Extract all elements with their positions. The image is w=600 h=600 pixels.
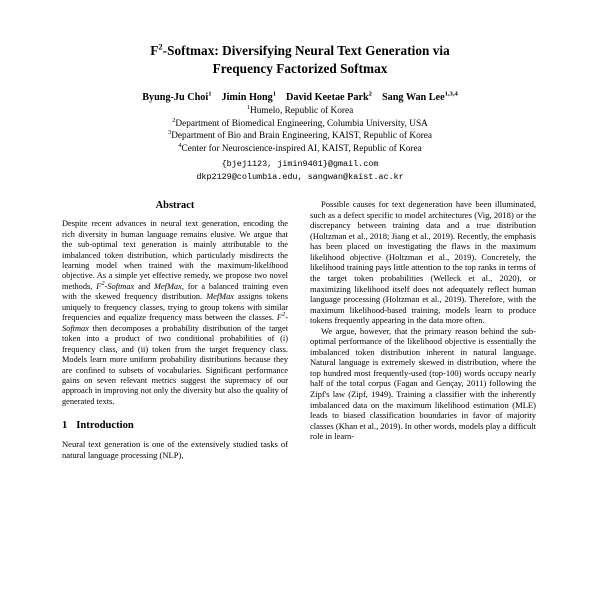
affiliation-3: $^3$Department of Bio and Brain Engineering, KAIST, Republic of Korea bbox=[167, 129, 433, 142]
affiliation-4-marker: 4 bbox=[178, 141, 182, 149]
affiliation-3-marker: 3 bbox=[167, 129, 172, 137]
abstract-paragraph: Despite recent advances in neural text generation, encoding the rich diversity in human language remains elusive. We argue that the sub-optimal text generation is mainly attributable to the imbalanced token distribution, which particularly misdirects the learning model when trained with the maximum-likelihood objective. As a simple yet effective remedy, we propose two novel methods, $F^2$-Softmax and MefMax, for a balanced training even with the skewed frequency distribution. MefMax assigns tokens uniquely to frequency classes, trying to group tokens with similar frequencies and equalize frequency mass between the classes. $F^2$-Softmax then decomposes a probability distribution of the target token into a product of two conditional probabilities of (i) frequency class, and (ii) token from the target frequency class. Models learn more uniform probability distributions because they are confined to subsets of vocabularies. Significant performance gains on seven relevant metrics suggest the supremacy of our approach in improving not only the diversity but also the quality of generated texts. bbox=[62, 219, 288, 406]
affiliation-4: $^4$Center for Neuroscience-inspired AI, KAIST, Republic of Korea bbox=[178, 141, 422, 154]
section-heading-introduction bbox=[62, 419, 288, 432]
email-line-1: {bjej1123, jimin9401}@gmail.com bbox=[221, 159, 379, 170]
affiliation-2-marker: 2 bbox=[172, 116, 176, 124]
author-3: David Keetae Park$^2$ bbox=[286, 90, 372, 103]
abstract-body bbox=[62, 219, 288, 407]
body-columns bbox=[62, 199, 538, 460]
right-paragraph-2: We argue, however, that the primary reason behind the sub-optimal performance of the likelihood objective is essentially the imbalanced token distribution inherent in natural language. Natural language is extremely skewed in distribution, where the top hundred most frequently-used (top-100) words occupy nearly half of the total corpus (Fagan and Gençay, 2011) following the Zipf's law (Zipf, 1949). Training a classifier with the inherently imbalanced data on the maximum likelihood estimation (MLE) leads to biased classification boundaries in favor of majority classes (Khan et al., 2019). In other words, models play a difficult role in learn- bbox=[310, 325, 536, 442]
affiliation-1: $^1$Humelo, Republic of Korea bbox=[246, 103, 354, 116]
author-1-affiliation-marker: 1 bbox=[208, 90, 212, 98]
author-4: Sang Wan Lee$^{1,3,4}$ bbox=[381, 90, 458, 103]
abstract-em-3: MefMax bbox=[206, 292, 235, 302]
title-superscript: 2 bbox=[158, 41, 163, 52]
right-paragraph-1: Possible causes for text degeneration have been illuminated, such as a defect specific to model architectures (Vig, 2018) or the discrepancy between training data and a true distribution (Holtzman et al., 2018; Jiang et al., 2019). Recently, the emphasis has been placed on investigating the flaws in the maximum likelihood objective (Holtzman et al., 2019). Concretely, the likelihood training pays little attention to the top ranks in terms of the target token probabilities (Welleck et al., 2020), or maximizing likelihood itself does not adequately reflect human language processing (Holtzman et al., 2019). Therefore, with the maximum likelihood-based training, models learn to produce tokens frequently appearing in the data more often. bbox=[310, 199, 536, 326]
title-line-1: $F^2$-Softmax: Diversifying Neural Text Generation via bbox=[150, 41, 450, 58]
affiliation-2: $^2$Department of Biomedical Engineering, Columbia University, USA bbox=[172, 116, 428, 129]
abstract-heading: Abstract bbox=[155, 200, 195, 212]
abstract-em-4: $F^2$-Softmax bbox=[62, 311, 288, 333]
abstract-em-1: $F^2$-Softmax bbox=[96, 280, 135, 291]
affiliation-1-marker: 1 bbox=[246, 103, 250, 111]
introduction-paragraph-1: Neural text generation is one of the extensively studied tasks of natural language processing (NLP), bbox=[62, 439, 288, 460]
author-2: Jimin Hong$^1$ bbox=[221, 90, 277, 103]
author-3-affiliation-marker: 2 bbox=[368, 90, 372, 98]
section-number: 1 bbox=[62, 420, 68, 432]
left-column bbox=[62, 199, 288, 460]
author-4-affiliation-marker: 1,3,4 bbox=[444, 90, 458, 98]
title-line-2: Frequency Factorized Softmax bbox=[212, 60, 388, 76]
section-title: Introduction bbox=[76, 420, 134, 432]
author-2-affiliation-marker: 1 bbox=[272, 90, 277, 98]
author-1: Byung-Ju Choi$^1$ bbox=[142, 90, 212, 103]
author-list bbox=[62, 91, 538, 105]
page-title bbox=[62, 0, 538, 77]
right-column bbox=[310, 199, 536, 442]
email-line-2: dkp2129@columbia.edu, sangwan@kaist.ac.kr bbox=[196, 171, 404, 182]
abstract-em-2: MefMax bbox=[154, 281, 182, 291]
